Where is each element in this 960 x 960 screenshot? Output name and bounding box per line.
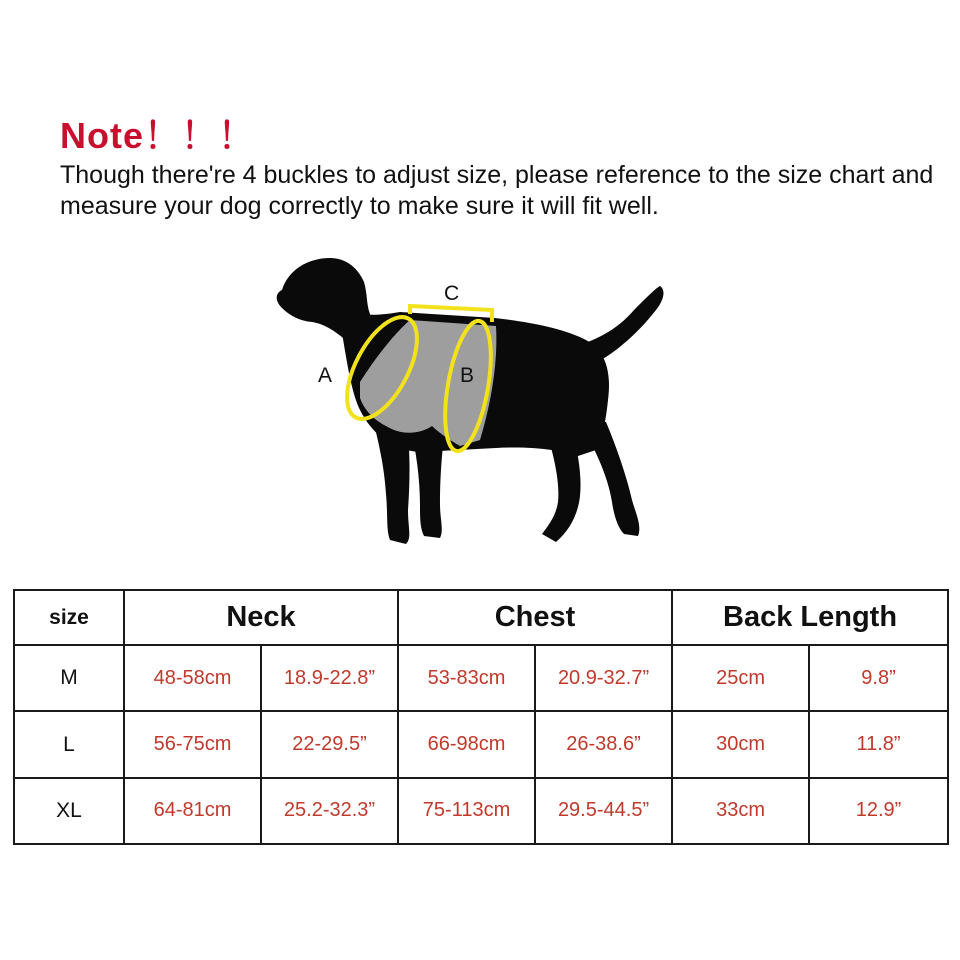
table-row [14, 711, 948, 777]
size-cell: L [14, 711, 124, 777]
chest-inch-cell: 29.5-44.5” [535, 778, 672, 844]
label-a: A [318, 364, 333, 387]
dog-measurement-diagram [260, 250, 700, 560]
size-cell: M [14, 645, 124, 711]
back-inch-cell: 9.8” [809, 645, 948, 711]
chest-inch-cell: 20.9-32.7” [535, 645, 672, 711]
neck-inch-cell: 18.9-22.8” [261, 645, 398, 711]
table-header-row [14, 590, 948, 645]
chest-cm-cell: 53-83cm [398, 645, 535, 711]
neck-inch-cell: 25.2-32.3” [261, 778, 398, 844]
size-cell: XL [14, 778, 124, 844]
neck-cm-cell: 56-75cm [124, 711, 261, 777]
size-header: size [14, 590, 124, 645]
back-cm-cell: 25cm [672, 645, 809, 711]
note-text: Though there're 4 buckles to adjust size, please reference to the size chart and measure your dog correctly to make sure it will fit well. [60, 161, 934, 220]
dog-illustration [260, 250, 700, 560]
table-row [14, 645, 948, 711]
back-cm-cell: 30cm [672, 711, 809, 777]
back-cm-cell: 33cm [672, 778, 809, 844]
label-b: B [460, 364, 475, 387]
neck-cm-cell: 64-81cm [124, 778, 261, 844]
size-chart-table [13, 589, 949, 845]
chest-cm-cell: 75-113cm [398, 778, 535, 844]
chest-cm-cell: 66-98cm [398, 711, 535, 777]
neck-inch-cell: 22-29.5” [261, 711, 398, 777]
back-inch-cell: 12.9” [809, 778, 948, 844]
neck-cm-cell: 48-58cm [124, 645, 261, 711]
back-length-header: Back Length [672, 590, 948, 645]
chest-inch-cell: 26-38.6” [535, 711, 672, 777]
table-row [14, 778, 948, 844]
note-title: Note！！！ [60, 115, 255, 156]
chest-header: Chest [398, 590, 672, 645]
back-inch-cell: 11.8” [809, 711, 948, 777]
neck-header: Neck [124, 590, 398, 645]
label-c: C [444, 282, 460, 305]
